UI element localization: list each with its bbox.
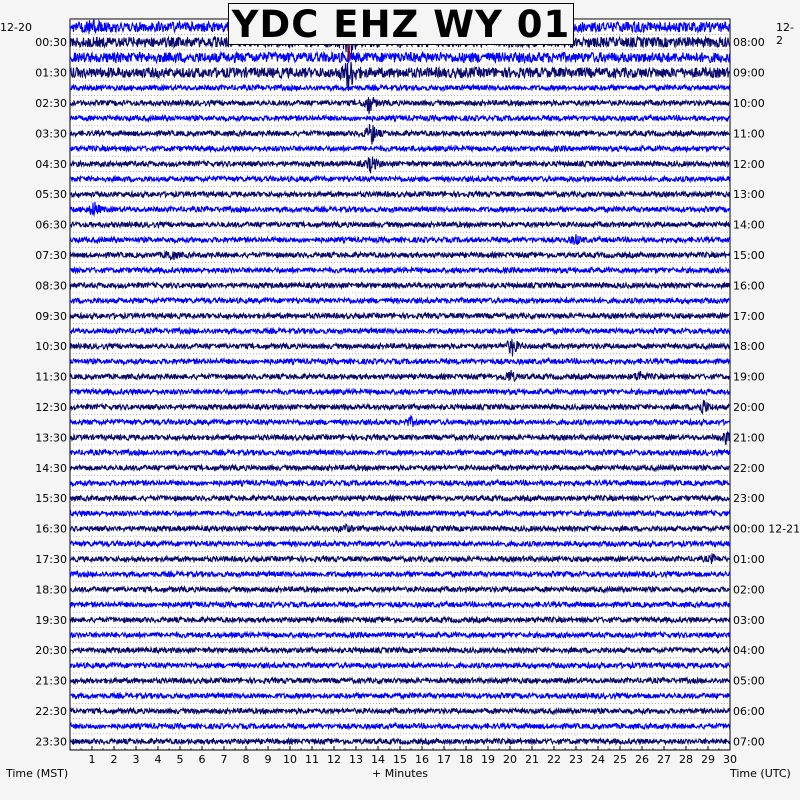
x-tick-label: 16 [415,753,429,766]
x-tick-label: 9 [264,753,272,766]
left-tick-label: 23:30 [35,735,67,749]
left-tick-label: 00:30 [35,36,67,50]
x-tick-label: 26 [635,753,649,766]
left-tick-label: 20:30 [35,644,67,658]
right-tick-label: 20:00 [733,401,765,414]
x-tick-label: 28 [679,753,693,766]
left-tick-label: 01:30 [35,66,67,80]
x-axis-title: + Minutes [372,767,429,780]
left-tick-label: 22:30 [35,705,67,718]
right-tick-label: 06:00 [733,705,765,718]
x-tick-label: 11 [305,753,319,766]
right-tick-label: 05:00 [733,674,765,688]
left-tick-label: 18:30 [35,583,67,597]
right-tick-label: 23:00 [733,492,765,506]
left-tick-label: 09:30 [35,309,67,323]
left-tick-label: 06:30 [35,218,67,232]
left-tick-label: 11:30 [35,370,67,384]
right-tick-label: 12:00 [733,157,765,171]
right-tick-label: 01:00 [733,553,765,566]
right-axis-ticks [733,36,800,748]
title-box [228,3,574,45]
right-tick-label: 14:00 [733,218,765,232]
right-tick-label: 02:00 [733,583,765,597]
x-tick-label: 24 [591,753,605,766]
x-tick-label: 4 [154,753,162,766]
x-tick-label: 29 [701,753,715,766]
x-tick-label: 8 [242,753,250,766]
left-tick-label: 05:30 [35,188,67,202]
left-tick-label: 08:30 [35,279,67,293]
x-tick-label: 14 [371,753,385,766]
right-tick-label: 10:00 [733,97,765,110]
right-tick-label: 09:00 [733,66,765,80]
start-date-right: 12-2 [776,21,794,47]
left-tick-label: 02:30 [35,97,67,110]
left-tick-label: 10:30 [35,340,67,354]
left-axis-ticks [35,36,67,748]
x-tick-label: 6 [198,753,206,766]
x-tick-label: 23 [569,753,583,766]
right-axis-title: Time (UTC) [730,767,791,780]
chart-title: YDC EHZ WY 01 [231,2,571,46]
left-tick-label: 12:30 [35,401,67,414]
right-tick-label: 08:00 [733,36,765,50]
x-tick-label: 15 [393,753,407,766]
right-tick-label: 18:00 [733,340,765,354]
right-tick-label: 21:00 [733,431,765,445]
x-tick-label: 18 [459,753,473,766]
left-tick-label: 03:30 [35,127,67,141]
left-tick-label: 13:30 [35,431,67,445]
x-tick-label: 2 [110,753,118,766]
x-tick-label: 1 [88,753,96,766]
x-tick-label: 19 [481,753,495,766]
right-tick-label: 00:00 12-21 [733,522,800,536]
x-tick-label: 7 [220,753,228,766]
x-tick-label: 5 [176,753,184,766]
right-tick-label: 22:00 [733,461,765,475]
right-tick-label: 15:00 [733,249,765,262]
left-axis-title: Time (MST) [6,767,69,780]
x-tick-label: 17 [437,753,451,766]
right-tick-label: 03:00 [733,613,765,627]
right-tick-label: 11:00 [733,127,765,141]
right-tick-label: 16:00 [733,279,765,293]
right-tick-label: 04:00 [733,644,765,658]
right-tick-label: 13:00 [733,188,765,202]
x-tick-label: 20 [503,753,517,766]
left-tick-label: 19:30 [35,613,67,627]
x-tick-label: 10 [283,753,297,766]
left-tick-label: 16:30 [35,522,67,536]
x-tick-label: 21 [525,753,539,766]
left-tick-label: 07:30 [35,249,67,262]
x-tick-label: 27 [657,753,671,766]
x-tick-label: 3 [132,753,140,766]
right-tick-label: 17:00 [733,309,765,323]
left-tick-label: 14:30 [35,461,67,475]
start-date-left: 12-20 [0,21,32,34]
right-tick-label: 07:00 [733,735,765,749]
left-tick-label: 21:30 [35,674,67,688]
x-tick-label: 12 [327,753,341,766]
left-tick-label: 15:30 [35,492,67,506]
left-tick-label: 04:30 [35,157,67,171]
x-tick-label: 13 [349,753,363,766]
x-tick-label: 22 [547,753,561,766]
x-tick-label: 30 [723,753,737,766]
left-tick-label: 17:30 [35,553,67,566]
x-tick-label: 25 [613,753,627,766]
right-tick-label: 19:00 [733,370,765,384]
